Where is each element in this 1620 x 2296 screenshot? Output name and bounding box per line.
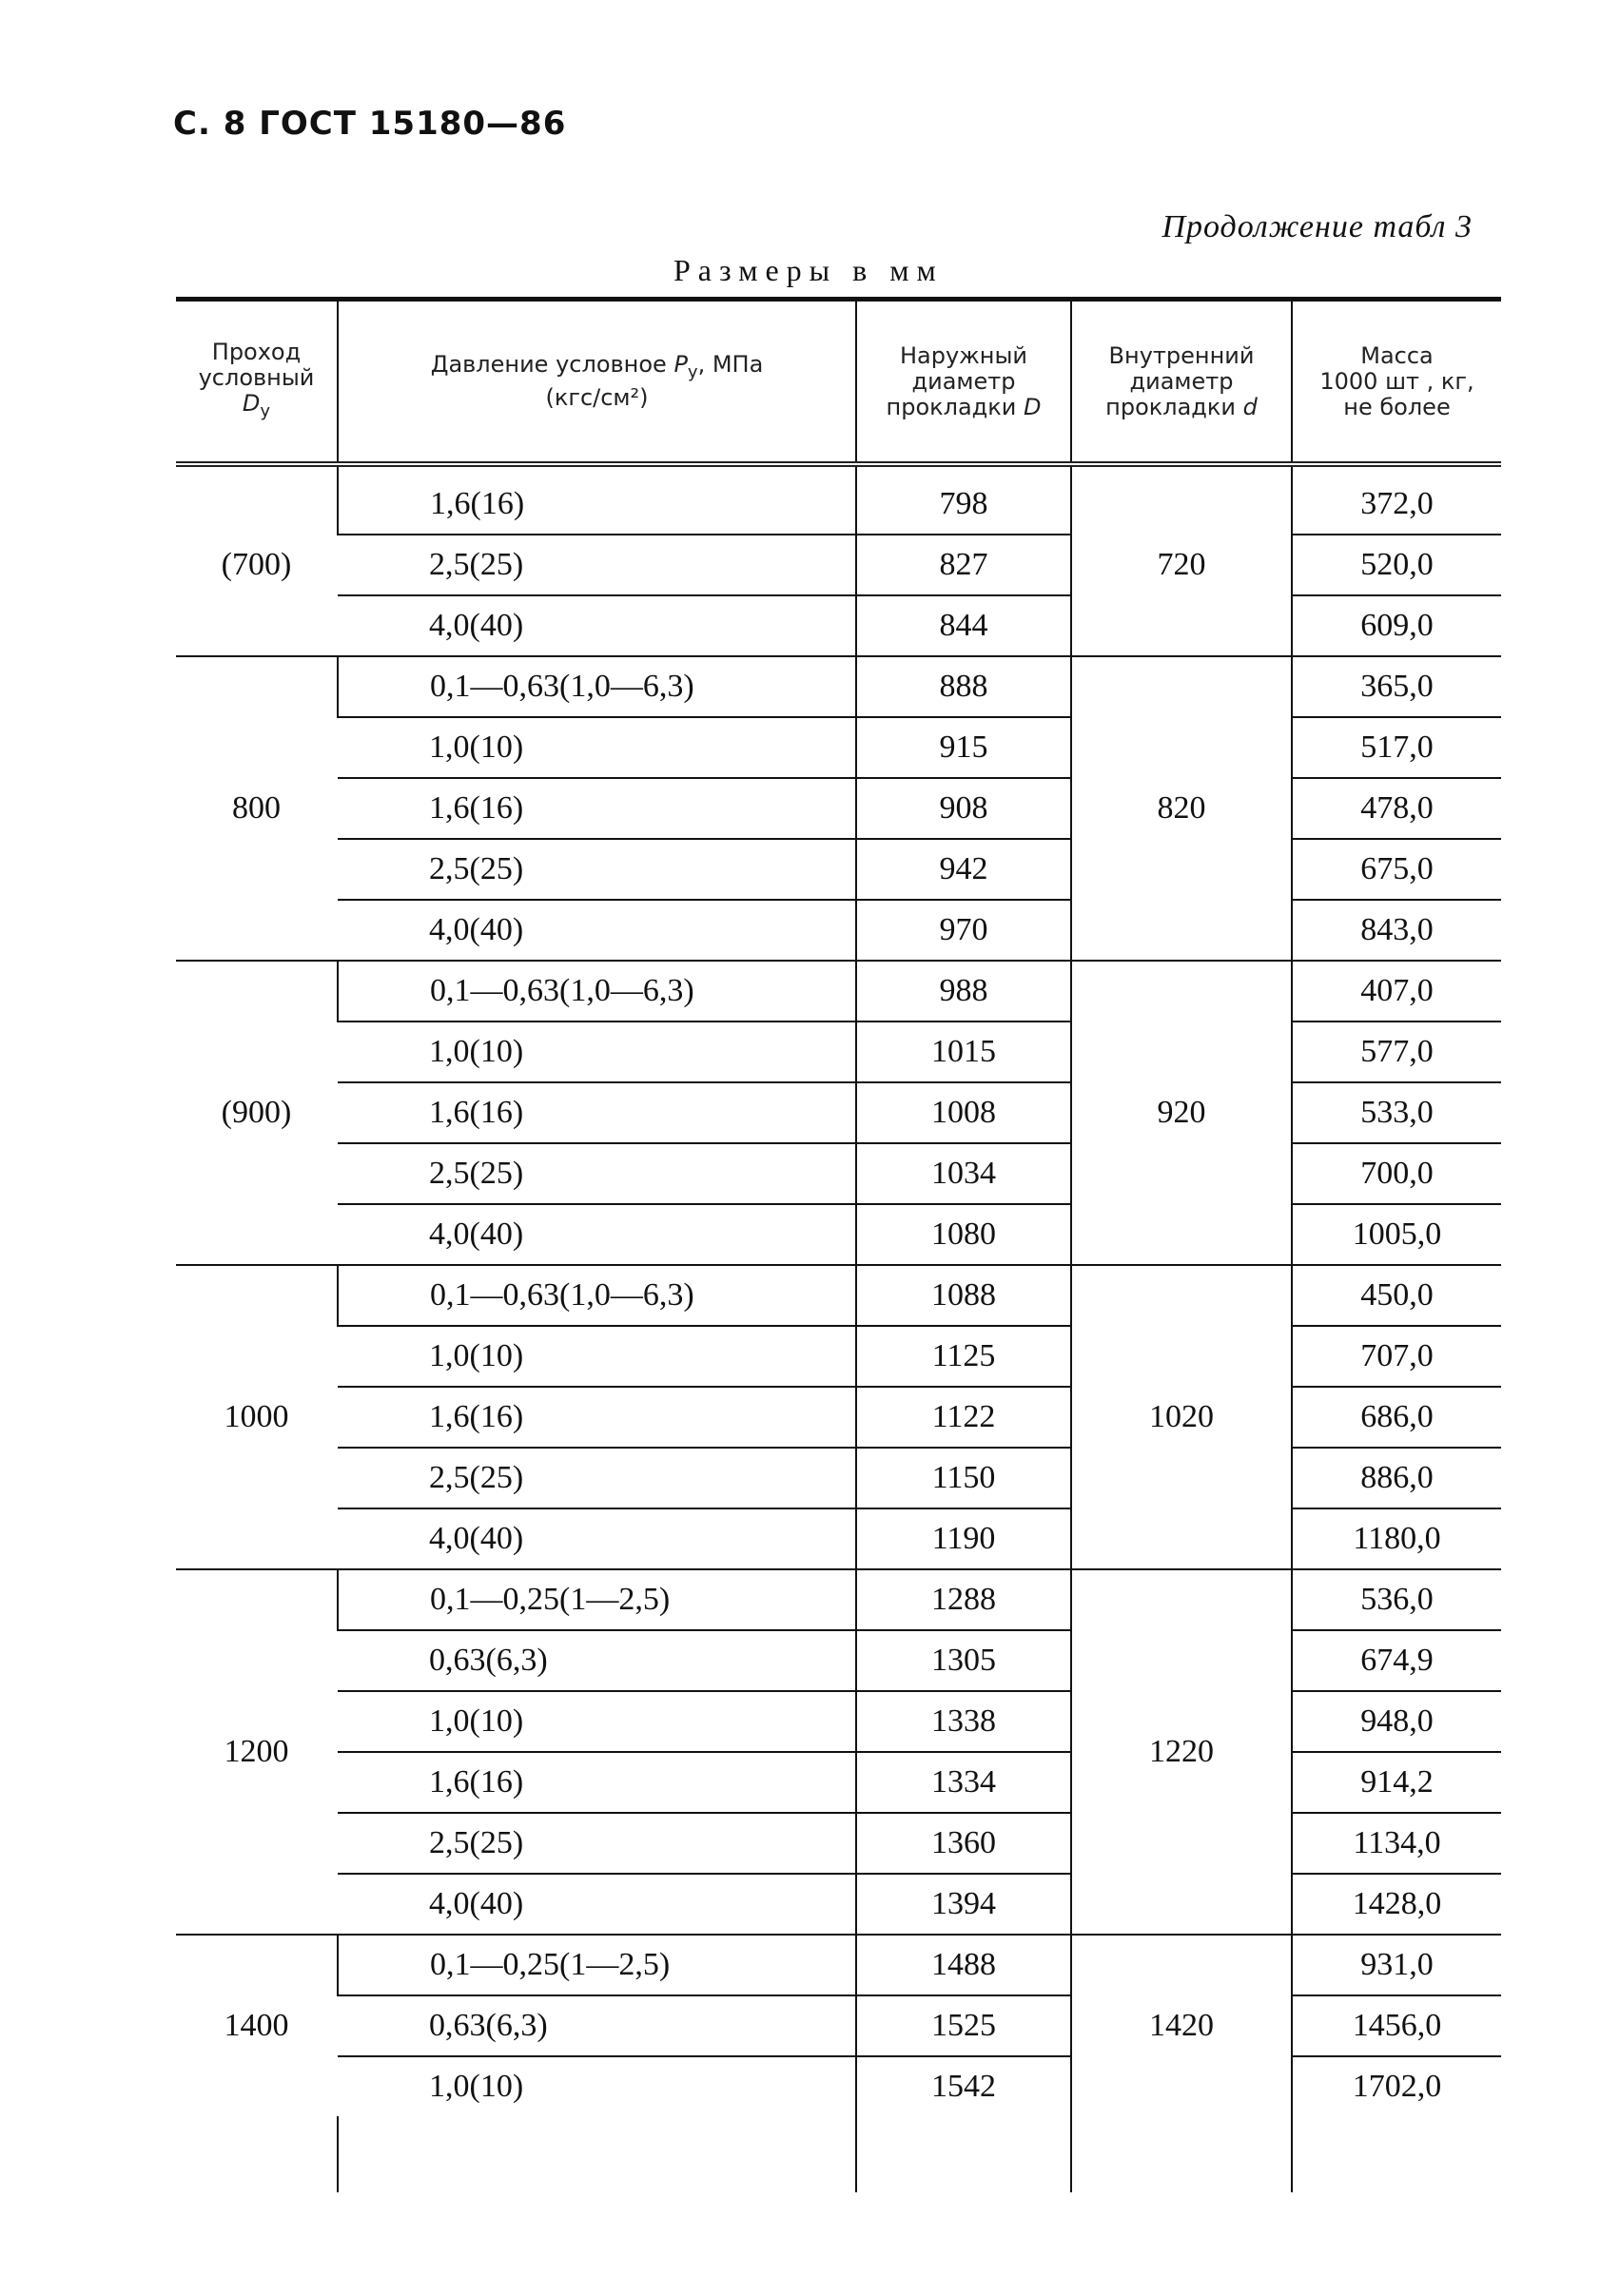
cell-pressure: 4,0(40) xyxy=(338,595,856,656)
cell-pressure: 1,0(10) xyxy=(338,1691,856,1752)
cell-inner-diameter: 1420 xyxy=(1071,1935,1292,2116)
cell-nominal-bore: 1200 xyxy=(176,1569,338,1935)
cell-mass: 686,0 xyxy=(1292,1387,1501,1448)
table-row xyxy=(176,464,1501,535)
cell-pressure: 4,0(40) xyxy=(338,1874,856,1935)
cell-pressure: 2,5(25) xyxy=(338,1813,856,1874)
cell-mass: 886,0 xyxy=(1292,1448,1501,1508)
cell-pressure: 4,0(40) xyxy=(338,1508,856,1569)
empty-cell xyxy=(856,2116,1071,2192)
cell-inner-diameter: 920 xyxy=(1071,961,1292,1265)
gasket-dimensions-table xyxy=(176,297,1501,2192)
cell-pressure: 1,0(10) xyxy=(338,717,856,778)
table-row xyxy=(176,900,1501,961)
cell-pressure: 2,5(25) xyxy=(338,535,856,595)
empty-cell xyxy=(176,2116,338,2192)
cell-outer-diameter: 1394 xyxy=(856,1874,1071,1935)
cell-outer-diameter: 827 xyxy=(856,535,1071,595)
header-inner-diameter: Внутренний диаметр прокладки d xyxy=(1071,300,1292,465)
cell-mass: 948,0 xyxy=(1292,1691,1501,1752)
cell-outer-diameter: 1525 xyxy=(856,1995,1071,2056)
cell-pressure: 4,0(40) xyxy=(338,1204,856,1265)
cell-pressure: 1,6(16) xyxy=(338,1082,856,1143)
table-tail-spacer xyxy=(176,2116,1501,2192)
cell-outer-diameter: 1008 xyxy=(856,1082,1071,1143)
cell-pressure: 1,6(16) xyxy=(338,1752,856,1813)
header-nominal-pressure: Давление условное $P_у$, МПа (кгс/см²) xyxy=(338,300,856,465)
cell-outer-diameter: 1190 xyxy=(856,1508,1071,1569)
cell-mass: 536,0 xyxy=(1292,1569,1501,1630)
table-row xyxy=(176,1265,1501,1326)
cell-outer-diameter: 1088 xyxy=(856,1265,1071,1326)
table-row xyxy=(176,1508,1501,1569)
cell-mass: 520,0 xyxy=(1292,535,1501,595)
cell-pressure: 2,5(25) xyxy=(338,839,856,900)
units-caption: Размеры в мм xyxy=(673,253,944,287)
table-row xyxy=(176,1752,1501,1813)
cell-pressure: 0,63(6,3) xyxy=(338,1995,856,2056)
cell-pressure: 1,0(10) xyxy=(338,1326,856,1387)
cell-mass: 372,0 xyxy=(1292,464,1501,535)
cell-outer-diameter: 1338 xyxy=(856,1691,1071,1752)
cell-mass: 577,0 xyxy=(1292,1022,1501,1082)
cell-pressure: 0,1—0,63(1,0—6,3) xyxy=(338,961,856,1022)
cell-pressure: 1,0(10) xyxy=(338,1022,856,1082)
table-row xyxy=(176,1691,1501,1752)
cell-outer-diameter: 915 xyxy=(856,717,1071,778)
cell-outer-diameter: 1150 xyxy=(856,1448,1071,1508)
cell-outer-diameter: 888 xyxy=(856,656,1071,717)
cell-pressure: 1,6(16) xyxy=(338,778,856,839)
empty-cell xyxy=(338,2116,856,2192)
empty-cell xyxy=(1292,2116,1501,2192)
table-body xyxy=(176,464,1501,2192)
header-outer-diameter: Наружный диаметр прокладки D xyxy=(856,300,1071,465)
cell-mass: 365,0 xyxy=(1292,656,1501,717)
table-row xyxy=(176,1022,1501,1082)
cell-mass: 1180,0 xyxy=(1292,1508,1501,1569)
cell-nominal-bore: 1400 xyxy=(224,2008,289,2043)
table-row xyxy=(176,839,1501,900)
cell-outer-diameter: 942 xyxy=(856,839,1071,900)
table-row xyxy=(176,1448,1501,1508)
cell-inner-diameter: 1220 xyxy=(1071,1569,1292,1935)
table-row xyxy=(176,961,1501,1022)
cell-mass: 674,9 xyxy=(1292,1630,1501,1691)
cell-nominal-bore: (900) xyxy=(176,961,338,1265)
cell-pressure: 0,1—0,25(1—2,5) xyxy=(338,1569,856,1630)
table-row xyxy=(176,717,1501,778)
cell-pressure: 0,1—0,63(1,0—6,3) xyxy=(338,656,856,717)
cell-mass: 533,0 xyxy=(1292,1082,1501,1143)
cell-mass: 1456,0 xyxy=(1292,1995,1501,2056)
cell-mass: 931,0 xyxy=(1292,1935,1501,1995)
cell-mass: 478,0 xyxy=(1292,778,1501,839)
cell-outer-diameter: 988 xyxy=(856,961,1071,1022)
table-continuation-caption: Продолжение табл 3 xyxy=(1161,209,1473,244)
cell-pressure: 1,6(16) xyxy=(338,464,856,535)
cell-outer-diameter: 1360 xyxy=(856,1813,1071,1874)
cell-outer-diameter: 1080 xyxy=(856,1204,1071,1265)
cell-outer-diameter: 1334 xyxy=(856,1752,1071,1813)
cell-outer-diameter: 970 xyxy=(856,900,1071,961)
cell-inner-diameter: 720 xyxy=(1071,464,1292,656)
table-row xyxy=(176,535,1501,595)
cell-outer-diameter: 1125 xyxy=(856,1326,1071,1387)
cell-outer-diameter: 908 xyxy=(856,778,1071,839)
table-row xyxy=(176,656,1501,717)
cell-mass: 700,0 xyxy=(1292,1143,1501,1204)
cell-mass: 407,0 xyxy=(1292,961,1501,1022)
table-row xyxy=(176,1143,1501,1204)
empty-cell xyxy=(1071,2116,1292,2192)
cell-mass: 675,0 xyxy=(1292,839,1501,900)
table-row xyxy=(176,1874,1501,1935)
cell-outer-diameter: 1305 xyxy=(856,1630,1071,1691)
cell-nominal-bore: 800 xyxy=(176,656,338,961)
cell-outer-diameter: 1288 xyxy=(856,1569,1071,1630)
table-row xyxy=(176,1630,1501,1691)
cell-outer-diameter: 1034 xyxy=(856,1143,1071,1204)
cell-mass: 450,0 xyxy=(1292,1265,1501,1326)
cell-inner-diameter: 820 xyxy=(1071,656,1292,961)
cell-pressure: 2,5(25) xyxy=(338,1448,856,1508)
table-row xyxy=(176,2056,1501,2116)
cell-mass: 707,0 xyxy=(1292,1326,1501,1387)
cell-pressure: 1,0(10) xyxy=(429,2069,524,2104)
cell-mass: 609,0 xyxy=(1292,595,1501,656)
cell-inner-diameter: 1020 xyxy=(1071,1265,1292,1569)
cell-outer-diameter: 844 xyxy=(856,595,1071,656)
table-row xyxy=(176,595,1501,656)
cell-outer-diameter: 1015 xyxy=(856,1022,1071,1082)
cell-outer-diameter: 1488 xyxy=(856,1935,1071,1995)
cell-pressure: 0,63(6,3) xyxy=(338,1630,856,1691)
cell-pressure: 4,0(40) xyxy=(338,900,856,961)
table-row xyxy=(176,1082,1501,1143)
table-row xyxy=(176,1935,1501,1995)
cell-nominal-bore: (700) xyxy=(176,464,338,656)
cell-mass: 1134,0 xyxy=(1292,1813,1501,1874)
table-row xyxy=(176,1995,1501,2056)
page-header: С. 8 ГОСТ 15180—86 xyxy=(173,105,567,143)
header-mass: Масса 1000 шт , кг, не более xyxy=(1292,300,1501,465)
table-row xyxy=(176,1204,1501,1265)
cell-pressure: 0,1—0,63(1,0—6,3) xyxy=(338,1265,856,1326)
table-row xyxy=(176,1387,1501,1448)
cell-mass: 1005,0 xyxy=(1292,1204,1501,1265)
cell-pressure: 1,6(16) xyxy=(338,1387,856,1448)
table-row xyxy=(176,778,1501,839)
header-nominal-bore: Проход условный $D_у$ xyxy=(198,338,315,421)
cell-mass: 517,0 xyxy=(1292,717,1501,778)
cell-pressure: 0,1—0,25(1—2,5) xyxy=(338,1935,856,1995)
cell-nominal-bore: 1000 xyxy=(176,1265,338,1569)
cell-mass: 914,2 xyxy=(1292,1752,1501,1813)
cell-outer-diameter: 1542 xyxy=(856,2056,1071,2116)
table-row xyxy=(176,1326,1501,1387)
table-row xyxy=(176,1813,1501,1874)
table-row xyxy=(176,1569,1501,1630)
cell-mass: 1702,0 xyxy=(1292,2056,1501,2116)
cell-pressure: 2,5(25) xyxy=(338,1143,856,1204)
cell-outer-diameter: 798 xyxy=(856,464,1071,535)
cell-mass: 843,0 xyxy=(1292,900,1501,961)
cell-mass: 1428,0 xyxy=(1292,1874,1501,1935)
cell-outer-diameter: 1122 xyxy=(856,1387,1071,1448)
